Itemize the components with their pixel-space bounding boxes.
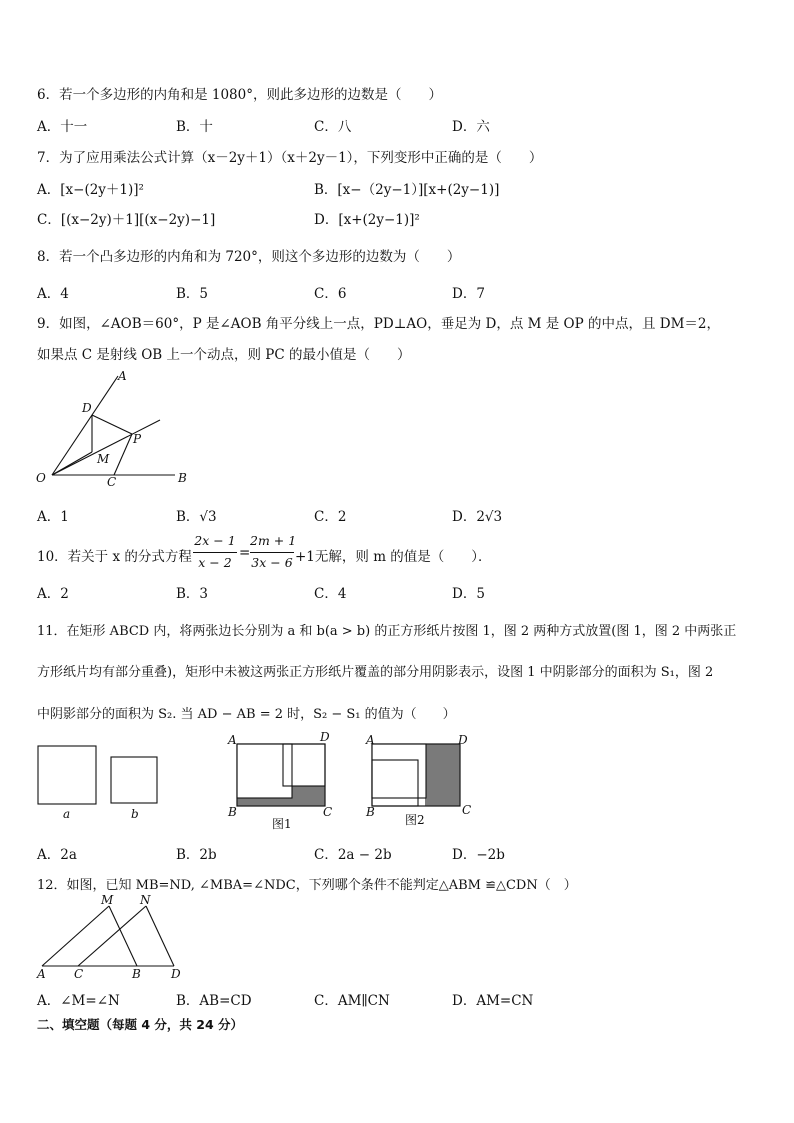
q12-option-a: A．∠M=∠N: [37, 993, 120, 1009]
label-c: C: [107, 475, 117, 489]
q10-frac2-num: 2m + 1: [250, 533, 297, 548]
q6-option-a: A．十一: [37, 119, 88, 135]
q10-frac1-den: x − 2: [198, 555, 232, 570]
q9-stem-line1: 9．如图，∠AOB＝60°，P 是∠AOB 角平分线上一点，PD⊥AO，垂足为 D，点 M 是 OP 的中点，且 DM＝2，: [37, 316, 720, 332]
q10-frac1-bar: [193, 552, 237, 553]
label-a: A: [37, 967, 46, 981]
label-m: M: [101, 893, 114, 907]
fig1-shade-right: [292, 786, 325, 806]
q7-option-b: B．[x−（2y−1）][x+(2y−1)]: [314, 182, 500, 198]
q10-option-b: B．3: [176, 586, 209, 602]
q12-option-c: C．AM∥CN: [314, 993, 390, 1009]
segment-dp: [92, 415, 132, 434]
figure-2: [372, 744, 460, 806]
q12-option-d: D．AM=CN: [452, 993, 534, 1009]
segment-pc: [114, 434, 132, 475]
q8-option-c: C．6: [314, 286, 347, 302]
q8-option-a: A．4: [37, 286, 69, 302]
fig1-caption: 图1: [272, 817, 292, 831]
q12-stem: 12．如图，已知 MB=ND, ∠MBA=∠NDC，下列哪个条件不能判定△ABM ≌△CDN（ ）: [37, 878, 577, 893]
square-b: [111, 757, 157, 803]
label-o: O: [36, 471, 46, 485]
section-heading: 二、填空题（每题 4 分，共 24 分）: [37, 1017, 244, 1032]
q8-option-d: D．7: [452, 286, 485, 302]
q10-equals: =: [239, 545, 251, 561]
q9-option-d: D．2√3: [452, 509, 503, 525]
q6-stem: 6．若一个多边形的内角和是 1080°，则此多边形的边数是（ ）: [37, 87, 442, 103]
q7-option-d: D．[x+(2y−1)]²: [314, 212, 420, 228]
q11-line3: 中阴影部分的面积为 S₂. 当 AD − AB = 2 时，S₂ − S₁ 的值为（ ）: [37, 707, 456, 722]
q6-option-d: D．六: [452, 119, 490, 135]
q10-frac2-bar: [250, 552, 294, 553]
segment-mb: [109, 906, 137, 966]
label-b: B: [178, 471, 187, 485]
q11-line2: 方形纸片均有部分重叠)，矩形中未被这两张正方形纸片覆盖的部分用阴影表示，设图 1 中阴影部分的面积为 S₁，图 2: [37, 665, 714, 680]
fig1-label-d: D: [320, 730, 330, 744]
q7-option-c: C．[(x−2y)＋1][(x−2y)−1]: [37, 212, 216, 228]
q10-stem-pre: 10．若关于 x 的分式方程: [37, 549, 192, 565]
segment-am: [42, 906, 109, 966]
label-d: D: [82, 401, 92, 415]
square-a: [38, 746, 96, 804]
q11-option-a: A．2a: [37, 847, 77, 863]
q12-option-b: B．AB=CD: [176, 993, 252, 1009]
fig2-label-c: C: [462, 803, 472, 817]
q12-figure: [34, 894, 194, 984]
q10-option-c: C．4: [314, 586, 347, 602]
segment-cn: [78, 906, 146, 966]
fig1-label-a: A: [228, 733, 237, 747]
q8-option-b: B．5: [176, 286, 209, 302]
fig2-label-b: B: [366, 805, 375, 819]
q10-option-d: D．5: [452, 586, 485, 602]
q10-option-a: A．2: [37, 586, 69, 602]
bisector-op: [52, 420, 160, 475]
q11-line1: 11．在矩形 ABCD 内，将两张边长分别为 a 和 b(a > b) 的正方形纸片按图 1，图 2 两种方式放置(图 1，图 2 中两张正: [37, 624, 737, 639]
segment-nd: [146, 906, 174, 966]
fig2-shade-right: [425, 744, 460, 806]
q9-option-c: C．2: [314, 509, 347, 525]
q11-figure: [30, 728, 480, 833]
q6-option-b: B．十: [176, 119, 213, 135]
fig2-caption: 图2: [405, 813, 425, 827]
q6-option-c: C．八: [314, 119, 352, 135]
q11-option-b: B．2b: [176, 847, 217, 863]
q11-option-d: D．−2b: [452, 847, 505, 863]
q9-stem-line2: 如果点 C 是射线 OB 上一个动点，则 PC 的最小值是（ ）: [37, 347, 411, 363]
label-a: A: [118, 369, 127, 383]
fig2-label-d: D: [458, 733, 468, 747]
label-b-side: b: [131, 807, 139, 821]
label-a-side: a: [63, 807, 71, 821]
q7-stem: 7．为了应用乘法公式计算（x－2y＋1）（x＋2y－1），下列变形中正确的是（ ）: [37, 150, 543, 166]
q10-frac1-num: 2x − 1: [194, 533, 236, 548]
label-m: M: [97, 452, 110, 466]
label-d: D: [171, 967, 181, 981]
q9-figure: [30, 368, 210, 493]
figure-1: [237, 744, 325, 806]
fig1-label-c: C: [323, 805, 333, 819]
label-b: B: [132, 967, 141, 981]
q10-stem-post: +1无解，则 m 的值是（ ）．: [295, 549, 492, 565]
fig2-label-a: A: [366, 733, 375, 747]
q11-option-c: C．2a − 2b: [314, 847, 392, 863]
q9-option-b: B．√3: [176, 509, 217, 525]
label-p: P: [133, 432, 142, 446]
q8-stem: 8．若一个凸多边形的内角和为 720°，则这个多边形的边数为（ ）: [37, 249, 461, 265]
q10-frac2-den: 3x − 6: [251, 555, 293, 570]
q9-option-a: A．1: [37, 509, 69, 525]
label-c: C: [74, 967, 84, 981]
q7-option-a: A．[x−(2y＋1)]²: [37, 182, 144, 198]
label-n: N: [140, 893, 151, 907]
fig1-label-b: B: [228, 805, 237, 819]
